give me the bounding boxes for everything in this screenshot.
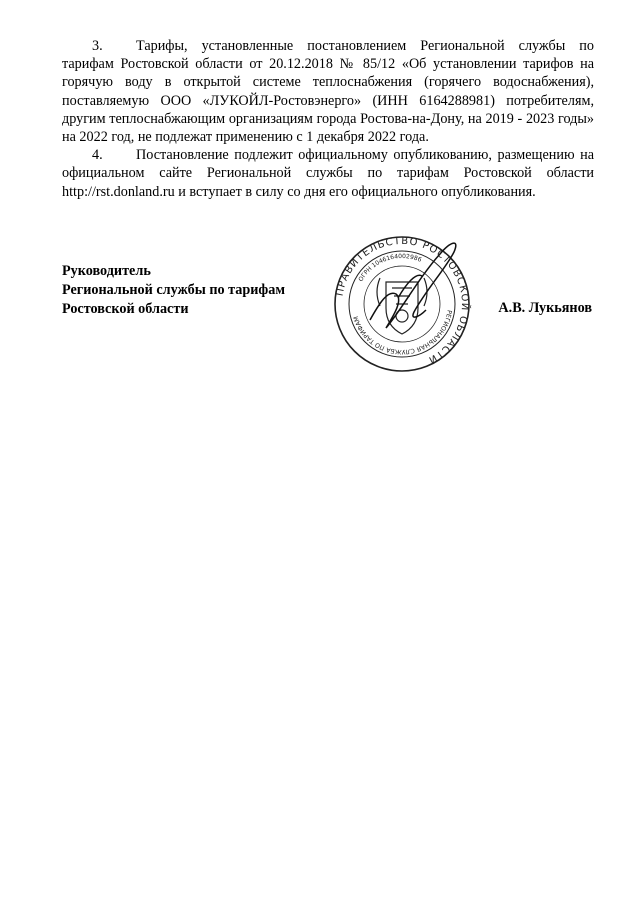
paragraph-number: 4. (92, 147, 103, 164)
official-seal-stamp (322, 232, 482, 372)
signer-name: А.В. Лукьянов (498, 300, 592, 316)
seal-ogrn-text: ОГРН 1046164002986 (357, 252, 423, 283)
document-body (62, 37, 594, 201)
paragraph-3 (62, 37, 594, 146)
paragraph-number: 3. (92, 38, 103, 54)
paragraph-4 (62, 146, 594, 201)
position-line: Ростовской области (62, 301, 189, 317)
seal-outer-text: ПРАВИТЕЛЬСТВО РОСТОВСКОЙ ОБЛАСТИ (334, 235, 471, 366)
paragraph-text: Тарифы, установленные постановлением Региональной службы по тарифам Ростовской области от 20.12.2018 № 85/12 «Об установлении тарифов на горячую воду в открытой системе теплоснабжения (горячего водоснабжения), поставляемую ООО «ЛУКОЙЛ-Ростовэнерго» (ИНН 6164288981) потребителям, другим теплоснабжающим организациям города Ростова-на-Дону, на 2019 - 2023 годы» на 2022 год, не подлежат применению с 1 декабря 2022 года. (62, 38, 594, 146)
signer-position (62, 262, 285, 319)
position-line: Региональной службы по тарифам (62, 282, 286, 298)
seal-inner-text: РЕГИОНАЛЬНАЯ СЛУЖБА ПО ТАРИФАМ (352, 309, 453, 356)
position-line: Руководитель (62, 263, 151, 279)
paragraph-text: Постановление подлежит официальному опубликованию, размещению на официальном сайте Региональной службы по тарифам Ростовской области http://rst.donland.ru и вступает в силу со дня его официального опубликования. (62, 147, 594, 200)
